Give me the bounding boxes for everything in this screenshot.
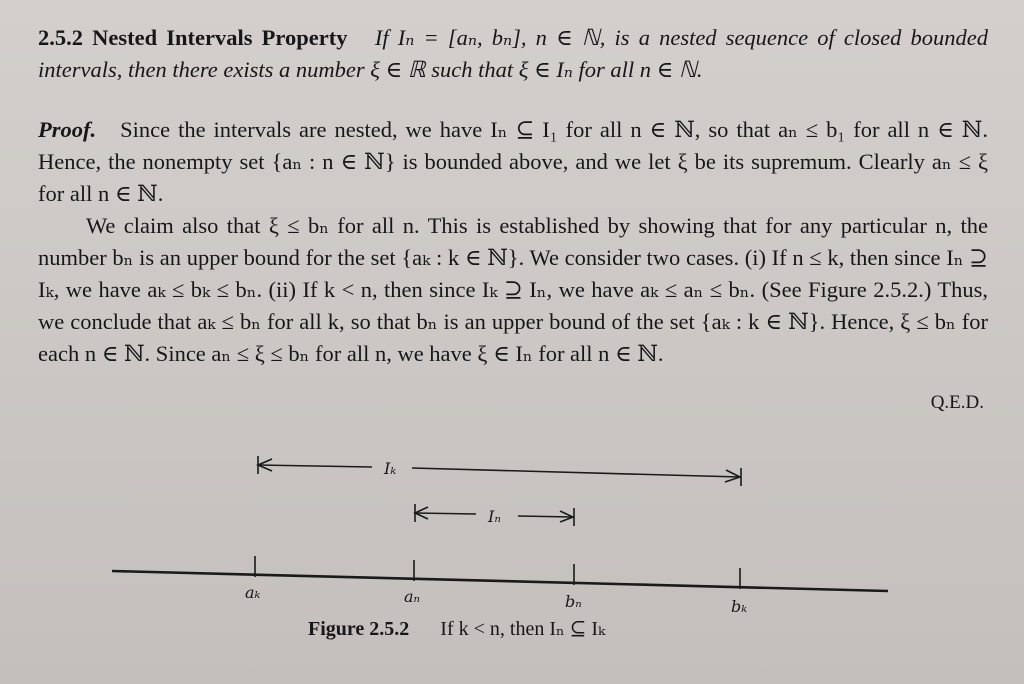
proof [38, 114, 988, 370]
interval-I-k-bracket [258, 456, 741, 486]
figure-caption-label: Figure 2.5.2 [308, 618, 410, 640]
theorem-body: If Iₙ = [aₙ, bₙ], n ∈ ℕ, is a nested sequence of closed bounded intervals, then there exists a number ξ ∈ ℝ such that ξ ∈ Iₙ for all n ∈ ℕ. [38, 25, 989, 82]
theorem-statement [38, 22, 988, 86]
interval-I-n-label: Iₙ [488, 507, 501, 526]
figure-caption-text: If k < n, then Iₙ ⊆ Iₖ [440, 618, 606, 640]
label-b-n: bₙ [565, 592, 582, 611]
proof-paragraph-1-text: Since the intervals are nested, we have Iₙ ⊆ I₁ for all n ∈ ℕ, so that aₙ ≤ b₁ for all n ∈ ℕ. Hence, the nonempty set {aₙ : n ∈ ℕ} is bounded above, and we let ξ be its supremum. Clearly aₙ ≤ ξ for all n ∈ ℕ. [38, 117, 988, 206]
qed-mark: Q.E.D. [930, 392, 984, 413]
figure-caption [308, 616, 605, 641]
interval-I-k-label: Iₖ [384, 459, 397, 478]
label-b-k: bₖ [731, 597, 748, 616]
label-a-n: aₙ [404, 587, 421, 606]
theorem-heading: 2.5.2 Nested Intervals Property [38, 25, 348, 50]
number-line [112, 571, 888, 591]
proof-paragraph-1 [38, 114, 988, 210]
proof-paragraph-2: We claim also that ξ ≤ bₙ for all n. This is established by showing that for any particular n, the number bₙ is an upper bound for the set {aₖ : k ∈ ℕ}. We consider two cases. (i) If n ≤ k, then since Iₙ ⊇ Iₖ, we have aₖ ≤ bₖ ≤ bₙ. (ii) If k < n, then since Iₖ ⊇ Iₙ, we have aₖ ≤ aₙ ≤ bₙ. (See Figure 2.5.2.) Thus, we conclude that aₖ ≤ bₙ for all k, so that bₙ is an upper bound of the set {aₖ : k ∈ ℕ}. Hence, ξ ≤ bₙ for each n ∈ ℕ. Since aₙ ≤ ξ ≤ bₙ for all n, we have ξ ∈ Iₙ for all n ∈ ℕ. [38, 213, 988, 366]
label-a-k: aₖ [245, 583, 261, 602]
proof-label: Proof. [38, 117, 97, 142]
